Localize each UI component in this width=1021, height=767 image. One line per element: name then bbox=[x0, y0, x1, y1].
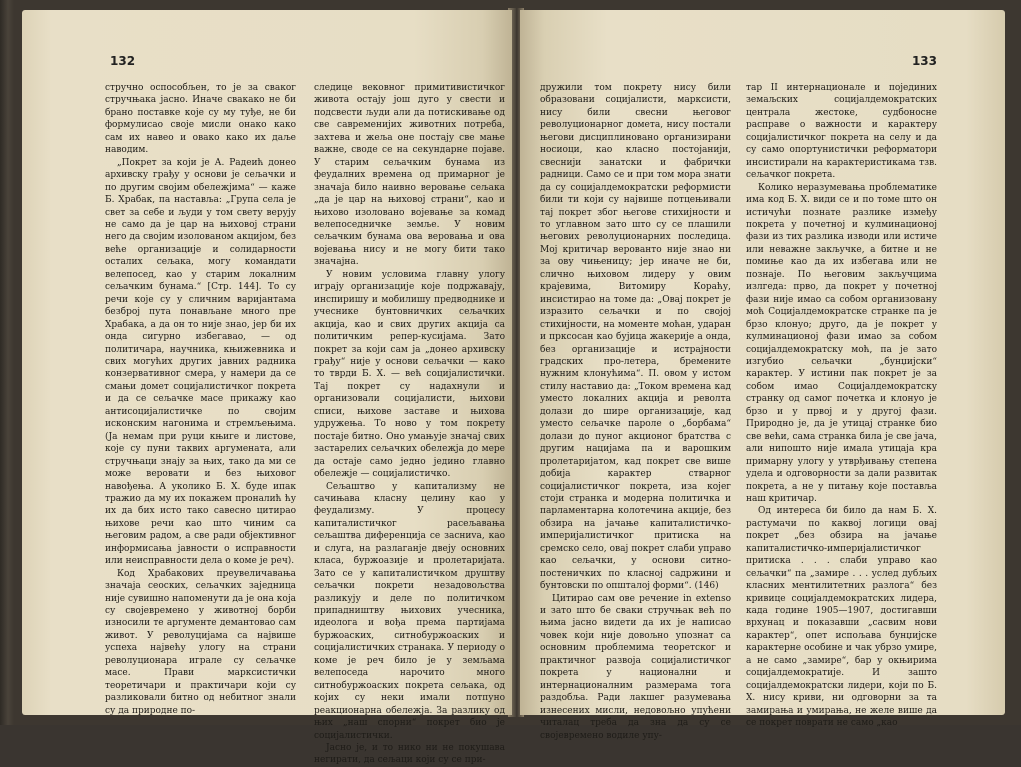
paragraph: У новим условима главну улогу играју организације које подржавају, инспиришу и мобилишу предводнике и учеснике бунтовничких сељачких акција, као и свих других акција са политичким репер-кусијама. Зато покрет за који сам ја „донео архивску грађу“ није у основи сељачки — како то тврди Б. Х. — већ социјалистички. Тај покрет су надахнули и организовали социјалисти, њихови списи, њихове заставе и њихова удружења. То ново у том покрету постаје битно. Оно умањује значај свих застарелих сељачких обележја до мере да остаје само једно једино главно обележје — социјалистичко. bbox=[314, 269, 505, 480]
right-column-1 bbox=[540, 82, 731, 742]
paragraph: дружили том покрету нису били образовани социјалисти, марксисти, нису били свесни његовог револуционарног домета, нису постали његови дисциплиновано организирани носиоци, као класно постојанији, свеснији занатски и фабрички радници. Само се и при том мора знати да су социјалдемократски реформисти били ти који су највише потцењивали тај покрет због његове стихијности и то углавном зато што су се плашили његових револуционарних последица. Мој критичар верованто није знао ни за ову чињеницу; јер иначе не би, слично њиховом лидеру у овим крајевима, Витомиру Кораћу, инсистирао на томе да: „Овај покрет је изразито сељачки и по својој стихијности, на моменте моћан, ударан и прксосан као бујица жакерије а онда, без организације и истрајности градских про-летера, бремените нужним клонућима“. П. овом у истом стилу наставио да: „Током времена кад уместо локалних акција и револта долази до шире организације, кад уместо сељачке пароле о „борбама“ долази до пуног акционог братства с другим нацијама па и варошким пролетаријатом, кад покрет све више добија карактер стварног социјалистичког покрета, иза којег стоји странка и модерна политичка и парламентарна колотечина акције, без обзира на јачање капиталистичко-империјалистичког притиска на сремско село, овај покрет слаби управо као сељачки, у основи ситно-постеничких по класној садржини и бунтовски по општалој форми“. (146) bbox=[540, 83, 731, 592]
page-number-right: 133 bbox=[911, 54, 937, 68]
paragraph: Сељаштво у капитализму не сачињава класну целину као у феудализму. У процесу капиталистичког расељавања сељаштва диференција се засниva, као и слуга, на разлаганје двеју основних класа, буржоазије и пролетаријата. Зато се у капиталистичком друштву сељачки покрети незадовољства разликују и деле по политичком припадништву њихових учесника, идеолога и вођа према партијама буржоаских, ситнобуржоаских и социјалистичких странака. У периоду о коме је реч било је у земљама велепоседа нарочито много ситнобуржоаских покрета сељака, од којих су неки имали потпуно реакционарна обележја. За разлику од њих „наш спорни“ покрет био је социјалистички. bbox=[314, 481, 505, 741]
paragraph: Цитирао сам ове речение in extenso и зато што бе сваки стручњак већ по њима јасно видети да их је написао човек који није довољно упознат са основним проблемима теоретског и практичног развоја социјалистичког покрета у национални и интернационалним размерама тога раздобља. Ради лакшег разумевања изнесених мисли, недовољно упућени читалац треба да зна да су се својевремено водиле упу- bbox=[540, 593, 731, 741]
left-page bbox=[22, 10, 512, 766]
paragraph: следице вековног примитивистичког живота остају још дуго у свести и подсвести људи али да потискивање од све савременијих животних потреба, захтева и жеља оне постају све мање важне, сводe се на секундарне појаве. У старим сељачким бунама из феудалних времена од примарног је значаја било наивно веровање сељака „да је цар на њиховој страни“, као и њихово изоловано војевање за комад велепоседничке земље. У новим сељачким бунама ова веровања и ова војевања нису и не могу бити тако значајна. bbox=[314, 83, 505, 268]
right-page bbox=[520, 10, 1005, 741]
page-number-left: 132 bbox=[110, 54, 136, 68]
paragraph: Од интереса би било да нам Б. Х. растумачи по каквој логици овај покрет „без обзира на јачање капиталистичко-империјалистичког притиска . . . слаби управо као сељачки“ па „замире . . . услед дубљих класних ментилитетних разлога“ без кривице социјалдемократских лидера, када године 1905—1907, достигавши врхунац и показавши „сасвим нови карактер“, опет испољава бунџијске карактерне особине и чак убрзо умире, а не само „замире“, бар у окњирима социјалдемократије. И зашто социјалдемократски лидери, који по Б. Х. нису криви, ни одговорни за та замирања и умирања, не желе више да се покрет поврати не само „као bbox=[746, 506, 937, 729]
left-column-1 bbox=[105, 82, 296, 717]
right-column-2 bbox=[746, 82, 937, 730]
paragraph: Јасно је, и то нико ни не покушава негирати, да сељаци који су се при- bbox=[314, 743, 505, 766]
paragraph: Код Храбакових преувеличавања значаја сеоских, сељачких заједница није сувишно напоменути да је она која су својевремено у животној борби износили те аргументе демантовао сам живот. У револуцијама са највише успеха највећу улогу на страни револуционара играле су сељачке масе. Прави марксистички теоретичари и практичари који су разликовали битно од небитног знали су да природне по- bbox=[105, 568, 296, 716]
left-column-2 bbox=[314, 82, 505, 767]
paragraph: стручно оспособљен, то је за сваког стручњака јасно. Иначе свакако не би брaно поставке које су му туђе, не би формулисао своје мисли онако како сам их навео и овако како их даље наводим. bbox=[105, 83, 296, 156]
paragraph: тар II интернационале и појединих земаљских социјалдемократских централа жестоке, судбоносне расправе о важности и карактеру социјалистичког покрета на селу и да су само опортунистички реформатори инсистирали на карактеристикама тзв. сељачког покрета. bbox=[746, 83, 937, 181]
paragraph: „Покрет за који је А. Радеић донео архивску грађу у основи је сељачки и по другим својим обележјима“ — каже Б. Храбак, па наставља: „Група села је свет за себе и људи у том свету верују не само да је цар на њиховој страни него да својим изолованом акцијом, без веће организације и солидарности осталих сељака, могу командати велепосед, као у старим локалним сељачким бунама.“ [Стр. 144]. То су речи које су у сличним варијантама безброј пута понављане много пре Храбака, а да он то није знао, јер би их онда сигурно избегавао, — од политичара, научника, књижевника и свих могућих других јавних радника конзервативног смера, у намери да се смањи домет социјалистичког покрета и да се сељачке масе прикажу као антисоцијалистичке по својим исконским нагонима и стремљењима. (Ја немам при руци књиге и листове, које су пуни таквих аргумената, али стручњаци знају за њих, тако да ми се може веровати и без њиховог навођења. А уколико Б. Х. буде ипак тражио да му их покажем проналић ћу их да бих исто тако савесно цитирао њихове речи као што чиним са његовим радом, а све ради објективног информисања јавности о исправности или неисправности дела о коме је реч). bbox=[105, 157, 296, 567]
paragraph: Колико неразумевања проблематике има код Б. Х. види се и по томе што он истичући познате разлике између покрета у почетној и кулминационој фази из тих разлика изводи или истиче или неважне закључке, а битне и не помиње као да их избегава или не познаје. По његовим закључцима излгеда: прво, да покрет у почетној фази није имао са собом организовану моћ Социјалдемокрaтске странке па је брзо клонуо; друго, да је покрет у кулминационој фази имао за собом социјалдемократску моћ, па је зато изгубио сељачки „бунџијски“ карактер. У истини пак покрет је за собом имао Социјалдемократску странку од самог почетка и клонуо је брзо и у првој и у другој фази. Природно је, да је утицај странке био све већи, сама странка била је све јача, али нипошто није имала утицаја кра примарну улогу у утврђивању степена удела и одговорности за дали развитак покрета, а не у питању које поставља наш критичар. bbox=[746, 182, 937, 504]
